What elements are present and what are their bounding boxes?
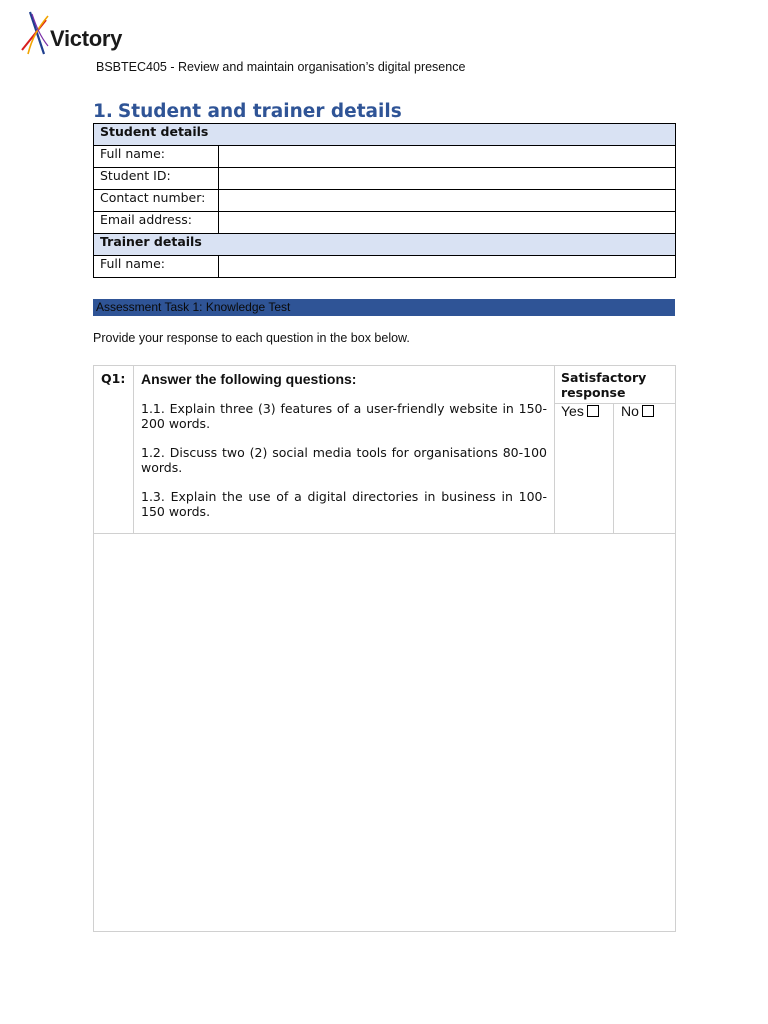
student-details-header: Student details [94,124,676,146]
no-label: No [621,403,639,419]
victory-logo [18,10,148,58]
no-option[interactable] [621,403,654,419]
no-checkbox[interactable] [642,405,654,417]
table-row [94,256,676,278]
yes-option[interactable] [561,403,599,419]
yes-checkbox[interactable] [587,405,599,417]
divider [554,366,555,533]
question-item: 1.2. Discuss two (2) social media tools for organisations 80-100 words. [141,445,547,475]
question-item: 1.1. Explain three (3) features of a user-friendly website in 150-200 words. [141,401,547,431]
full-name-field[interactable] [219,146,676,168]
question-number: Q1: [101,371,126,386]
question-list [141,401,547,533]
student-details-header-row [94,124,676,146]
question-title: Answer the following questions: [141,371,357,387]
details-table [93,123,676,278]
question-item: 1.3. Explain the use of a digital directories in business in 100-150 words. [141,489,547,519]
satisfactory-response-header: Satisfactory response [561,370,647,400]
logo-wordmark: Victory [50,26,123,51]
student-id-field[interactable] [219,168,676,190]
divider [613,403,614,533]
yes-label: Yes [561,403,584,419]
email-address-label: Email address: [94,212,219,234]
table-row [94,168,676,190]
email-address-field[interactable] [219,212,676,234]
section-title: Student and trainer details [117,101,402,122]
full-name-label: Full name: [94,146,219,168]
contact-number-field[interactable] [219,190,676,212]
student-id-label: Student ID: [94,168,219,190]
response-area[interactable] [94,534,675,931]
trainer-full-name-label: Full name: [94,256,219,278]
question-box [93,365,676,932]
trainer-full-name-field[interactable] [219,256,676,278]
trainer-details-header-row [94,234,676,256]
section-heading [93,101,402,122]
contact-number-label: Contact number: [94,190,219,212]
trainer-details-header: Trainer details [94,234,676,256]
divider [133,366,134,533]
assessment-task-bar: Assessment Task 1: Knowledge Test [93,299,675,316]
section-number: 1. [93,101,113,122]
table-row [94,190,676,212]
document-subtitle: BSBTEC405 - Review and maintain organisation’s digital presence [96,60,466,74]
table-row [94,212,676,234]
instruction-text: Provide your response to each question in the box below. [93,331,410,345]
table-row [94,146,676,168]
